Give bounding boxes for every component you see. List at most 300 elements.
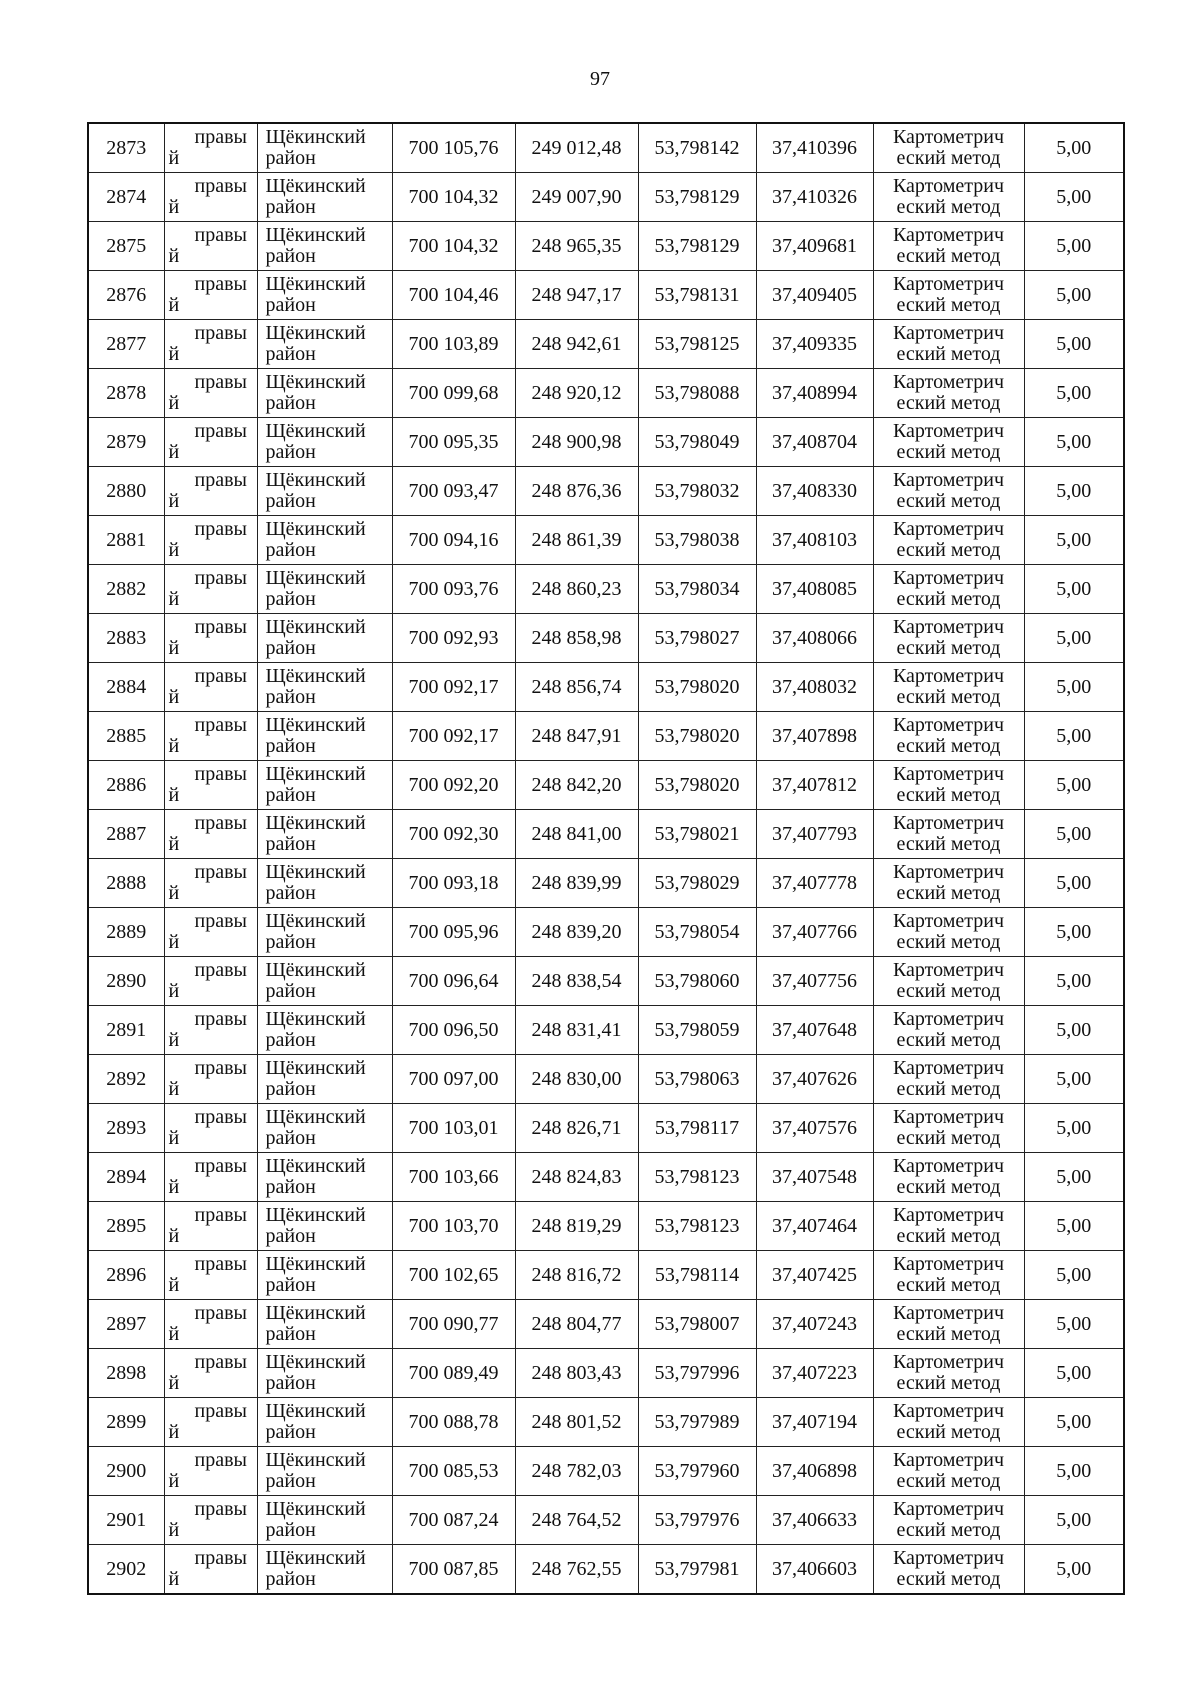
x-coordinate-cell: 700 104,32 — [392, 222, 515, 271]
district-line1: Щёкинский — [265, 861, 366, 883]
x-coordinate-cell: 700 087,85 — [392, 1545, 515, 1595]
bank-side-cell — [164, 271, 257, 320]
method-line2: еский метод — [896, 1421, 1001, 1443]
method-line1: Картометрич — [892, 861, 1005, 883]
y-coordinate-cell: 248 847,91 — [515, 712, 638, 761]
bank-side-line1: правы — [194, 1253, 247, 1275]
method-cell — [873, 859, 1024, 908]
district-line1: Щёкинский — [265, 420, 366, 442]
method-cell — [873, 810, 1024, 859]
longitude-cell: 37,406633 — [756, 1496, 873, 1545]
bank-side-line2: й — [168, 1127, 180, 1149]
bank-side-line1: правы — [194, 1351, 247, 1373]
bank-side-line1: правы — [194, 910, 247, 932]
bank-side-cell — [164, 123, 257, 173]
table-body — [88, 123, 1124, 1594]
latitude-cell: 53,798123 — [638, 1153, 756, 1202]
district-line1: Щёкинский — [265, 665, 366, 687]
accuracy-cell: 5,00 — [1024, 1447, 1124, 1496]
method-line2: еский метод — [896, 1274, 1001, 1296]
bank-side-cell — [164, 516, 257, 565]
longitude-cell: 37,410326 — [756, 173, 873, 222]
method-line2: еский метод — [896, 147, 1001, 169]
method-cell — [873, 516, 1024, 565]
bank-side-line1: правы — [194, 616, 247, 638]
method-line2: еский метод — [896, 980, 1001, 1002]
longitude-cell: 37,407793 — [756, 810, 873, 859]
bank-side-cell — [164, 761, 257, 810]
y-coordinate-cell: 248 819,29 — [515, 1202, 638, 1251]
latitude-cell: 53,798129 — [638, 173, 756, 222]
table-row — [88, 1496, 1124, 1545]
district-cell — [257, 369, 392, 418]
y-coordinate-cell: 248 920,12 — [515, 369, 638, 418]
table-row — [88, 663, 1124, 712]
accuracy-cell: 5,00 — [1024, 467, 1124, 516]
latitude-cell: 53,798032 — [638, 467, 756, 516]
method-line2: еский метод — [896, 735, 1001, 757]
bank-side-line1: правы — [194, 1057, 247, 1079]
x-coordinate-cell: 700 096,50 — [392, 1006, 515, 1055]
latitude-cell: 53,798054 — [638, 908, 756, 957]
longitude-cell: 37,407626 — [756, 1055, 873, 1104]
method-line1: Картометрич — [892, 1253, 1005, 1275]
table-row — [88, 1202, 1124, 1251]
method-line1: Картометрич — [892, 714, 1005, 736]
point-number-cell: 2894 — [88, 1153, 164, 1202]
district-line1: Щёкинский — [265, 616, 366, 638]
district-cell — [257, 271, 392, 320]
method-cell — [873, 565, 1024, 614]
x-coordinate-cell: 700 099,68 — [392, 369, 515, 418]
method-line2: еский метод — [896, 1127, 1001, 1149]
x-coordinate-cell: 700 103,89 — [392, 320, 515, 369]
district-line2: район — [265, 245, 316, 267]
longitude-cell: 37,408103 — [756, 516, 873, 565]
point-number-cell: 2873 — [88, 123, 164, 173]
district-line2: район — [265, 1421, 316, 1443]
y-coordinate-cell: 248 838,54 — [515, 957, 638, 1006]
latitude-cell: 53,798034 — [638, 565, 756, 614]
point-number-cell: 2889 — [88, 908, 164, 957]
accuracy-cell: 5,00 — [1024, 320, 1124, 369]
district-line1: Щёкинский — [265, 763, 366, 785]
y-coordinate-cell: 248 900,98 — [515, 418, 638, 467]
longitude-cell: 37,407194 — [756, 1398, 873, 1447]
y-coordinate-cell: 248 942,61 — [515, 320, 638, 369]
y-coordinate-cell: 248 824,83 — [515, 1153, 638, 1202]
district-cell — [257, 1153, 392, 1202]
district-cell — [257, 1300, 392, 1349]
bank-side-line2: й — [168, 147, 180, 169]
bank-side-cell — [164, 1496, 257, 1545]
accuracy-cell: 5,00 — [1024, 1251, 1124, 1300]
bank-side-cell — [164, 369, 257, 418]
district-line1: Щёкинский — [265, 1351, 366, 1373]
point-number-cell: 2897 — [88, 1300, 164, 1349]
method-cell — [873, 1006, 1024, 1055]
district-cell — [257, 1447, 392, 1496]
district-line2: район — [265, 931, 316, 953]
coordinates-table — [87, 122, 1125, 1595]
point-number-cell: 2900 — [88, 1447, 164, 1496]
method-line1: Картометрич — [892, 322, 1005, 344]
x-coordinate-cell: 700 089,49 — [392, 1349, 515, 1398]
latitude-cell: 53,798114 — [638, 1251, 756, 1300]
latitude-cell: 53,798020 — [638, 712, 756, 761]
bank-side-line2: й — [168, 539, 180, 561]
longitude-cell: 37,409335 — [756, 320, 873, 369]
bank-side-line1: правы — [194, 1400, 247, 1422]
district-line2: район — [265, 1176, 316, 1198]
point-number-cell: 2887 — [88, 810, 164, 859]
method-cell — [873, 1349, 1024, 1398]
bank-side-line1: правы — [194, 714, 247, 736]
latitude-cell: 53,798131 — [638, 271, 756, 320]
table-row — [88, 320, 1124, 369]
district-line1: Щёкинский — [265, 1008, 366, 1030]
method-line2: еский метод — [896, 1519, 1001, 1541]
y-coordinate-cell: 248 764,52 — [515, 1496, 638, 1545]
bank-side-line1: правы — [194, 665, 247, 687]
bank-side-line2: й — [168, 1225, 180, 1247]
district-line1: Щёкинский — [265, 175, 366, 197]
latitude-cell: 53,798123 — [638, 1202, 756, 1251]
x-coordinate-cell: 700 092,93 — [392, 614, 515, 663]
bank-side-line2: й — [168, 294, 180, 316]
method-line1: Картометрич — [892, 1057, 1005, 1079]
accuracy-cell: 5,00 — [1024, 614, 1124, 663]
district-line2: район — [265, 1519, 316, 1541]
bank-side-line2: й — [168, 1470, 180, 1492]
point-number-cell: 2882 — [88, 565, 164, 614]
district-line1: Щёкинский — [265, 1155, 366, 1177]
district-cell — [257, 614, 392, 663]
latitude-cell: 53,797981 — [638, 1545, 756, 1595]
method-line2: еский метод — [896, 1176, 1001, 1198]
district-line1: Щёкинский — [265, 224, 366, 246]
method-cell — [873, 1300, 1024, 1349]
district-cell — [257, 1055, 392, 1104]
y-coordinate-cell: 248 856,74 — [515, 663, 638, 712]
accuracy-cell: 5,00 — [1024, 761, 1124, 810]
x-coordinate-cell: 700 096,64 — [392, 957, 515, 1006]
y-coordinate-cell: 248 826,71 — [515, 1104, 638, 1153]
district-cell — [257, 222, 392, 271]
district-line2: район — [265, 637, 316, 659]
table-row — [88, 565, 1124, 614]
district-line1: Щёкинский — [265, 126, 366, 148]
method-line1: Картометрич — [892, 1400, 1005, 1422]
bank-side-cell — [164, 614, 257, 663]
method-cell — [873, 1055, 1024, 1104]
table-row — [88, 173, 1124, 222]
bank-side-line2: й — [168, 735, 180, 757]
longitude-cell: 37,409681 — [756, 222, 873, 271]
bank-side-line1: правы — [194, 1106, 247, 1128]
method-cell — [873, 467, 1024, 516]
method-line1: Картометрич — [892, 665, 1005, 687]
bank-side-cell — [164, 1153, 257, 1202]
bank-side-line1: правы — [194, 469, 247, 491]
bank-side-line2: й — [168, 392, 180, 414]
y-coordinate-cell: 248 762,55 — [515, 1545, 638, 1595]
district-line2: район — [265, 441, 316, 463]
district-line2: район — [265, 1568, 316, 1590]
y-coordinate-cell: 249 012,48 — [515, 123, 638, 173]
district-line2: район — [265, 784, 316, 806]
method-line2: еский метод — [896, 882, 1001, 904]
bank-side-line2: й — [168, 1274, 180, 1296]
district-cell — [257, 1496, 392, 1545]
accuracy-cell: 5,00 — [1024, 810, 1124, 859]
method-cell — [873, 957, 1024, 1006]
bank-side-cell — [164, 467, 257, 516]
point-number-cell: 2885 — [88, 712, 164, 761]
accuracy-cell: 5,00 — [1024, 712, 1124, 761]
district-line2: район — [265, 1225, 316, 1247]
point-number-cell: 2874 — [88, 173, 164, 222]
bank-side-cell — [164, 1006, 257, 1055]
point-number-cell: 2901 — [88, 1496, 164, 1545]
method-line2: еский метод — [896, 637, 1001, 659]
x-coordinate-cell: 700 097,00 — [392, 1055, 515, 1104]
x-coordinate-cell: 700 104,46 — [392, 271, 515, 320]
district-line2: район — [265, 833, 316, 855]
point-number-cell: 2891 — [88, 1006, 164, 1055]
point-number-cell: 2899 — [88, 1398, 164, 1447]
method-line1: Картометрич — [892, 273, 1005, 295]
y-coordinate-cell: 248 858,98 — [515, 614, 638, 663]
latitude-cell: 53,798049 — [638, 418, 756, 467]
method-line1: Картометрич — [892, 616, 1005, 638]
district-line2: район — [265, 392, 316, 414]
x-coordinate-cell: 700 092,30 — [392, 810, 515, 859]
bank-side-line2: й — [168, 343, 180, 365]
method-line2: еский метод — [896, 490, 1001, 512]
method-line2: еский метод — [896, 196, 1001, 218]
accuracy-cell: 5,00 — [1024, 908, 1124, 957]
district-cell — [257, 516, 392, 565]
x-coordinate-cell: 700 092,20 — [392, 761, 515, 810]
bank-side-line2: й — [168, 1323, 180, 1345]
bank-side-cell — [164, 663, 257, 712]
method-line2: еский метод — [896, 931, 1001, 953]
method-cell — [873, 222, 1024, 271]
method-line1: Картометрич — [892, 1351, 1005, 1373]
bank-side-cell — [164, 1300, 257, 1349]
method-cell — [873, 271, 1024, 320]
longitude-cell: 37,407425 — [756, 1251, 873, 1300]
y-coordinate-cell: 248 861,39 — [515, 516, 638, 565]
x-coordinate-cell: 700 105,76 — [392, 123, 515, 173]
method-line1: Картометрич — [892, 518, 1005, 540]
district-line1: Щёкинский — [265, 1106, 366, 1128]
y-coordinate-cell: 248 860,23 — [515, 565, 638, 614]
y-coordinate-cell: 248 876,36 — [515, 467, 638, 516]
bank-side-line2: й — [168, 1029, 180, 1051]
accuracy-cell: 5,00 — [1024, 1545, 1124, 1595]
method-cell — [873, 1545, 1024, 1595]
latitude-cell: 53,798038 — [638, 516, 756, 565]
district-cell — [257, 1202, 392, 1251]
latitude-cell: 53,798117 — [638, 1104, 756, 1153]
table-row — [88, 1447, 1124, 1496]
district-line1: Щёкинский — [265, 910, 366, 932]
x-coordinate-cell: 700 088,78 — [392, 1398, 515, 1447]
method-line2: еский метод — [896, 1078, 1001, 1100]
accuracy-cell: 5,00 — [1024, 369, 1124, 418]
point-number-cell: 2893 — [88, 1104, 164, 1153]
longitude-cell: 37,410396 — [756, 123, 873, 173]
bank-side-cell — [164, 173, 257, 222]
district-line2: район — [265, 1078, 316, 1100]
latitude-cell: 53,798020 — [638, 761, 756, 810]
district-line2: район — [265, 1372, 316, 1394]
bank-side-line2: й — [168, 196, 180, 218]
district-line2: район — [265, 686, 316, 708]
method-cell — [873, 712, 1024, 761]
latitude-cell: 53,798060 — [638, 957, 756, 1006]
table-row — [88, 516, 1124, 565]
table-row — [88, 123, 1124, 173]
method-line1: Картометрич — [892, 1547, 1005, 1569]
table-row — [88, 957, 1124, 1006]
district-cell — [257, 712, 392, 761]
district-cell — [257, 663, 392, 712]
point-number-cell: 2896 — [88, 1251, 164, 1300]
longitude-cell: 37,408085 — [756, 565, 873, 614]
table-row — [88, 810, 1124, 859]
table-row — [88, 1104, 1124, 1153]
x-coordinate-cell: 700 095,35 — [392, 418, 515, 467]
district-line2: район — [265, 1127, 316, 1149]
bank-side-line2: й — [168, 441, 180, 463]
longitude-cell: 37,407778 — [756, 859, 873, 908]
x-coordinate-cell: 700 104,32 — [392, 173, 515, 222]
district-cell — [257, 859, 392, 908]
bank-side-line1: правы — [194, 420, 247, 442]
x-coordinate-cell: 700 095,96 — [392, 908, 515, 957]
district-cell — [257, 173, 392, 222]
accuracy-cell: 5,00 — [1024, 516, 1124, 565]
method-line2: еский метод — [896, 784, 1001, 806]
bank-side-line2: й — [168, 1519, 180, 1541]
point-number-cell: 2884 — [88, 663, 164, 712]
district-line2: район — [265, 1029, 316, 1051]
longitude-cell: 37,408032 — [756, 663, 873, 712]
y-coordinate-cell: 248 947,17 — [515, 271, 638, 320]
district-line2: район — [265, 490, 316, 512]
method-line1: Картометрич — [892, 371, 1005, 393]
y-coordinate-cell: 248 782,03 — [515, 1447, 638, 1496]
district-line1: Щёкинский — [265, 812, 366, 834]
accuracy-cell: 5,00 — [1024, 1006, 1124, 1055]
latitude-cell: 53,798063 — [638, 1055, 756, 1104]
bank-side-line2: й — [168, 931, 180, 953]
x-coordinate-cell: 700 092,17 — [392, 712, 515, 761]
accuracy-cell: 5,00 — [1024, 222, 1124, 271]
accuracy-cell: 5,00 — [1024, 663, 1124, 712]
district-cell — [257, 123, 392, 173]
method-line1: Картометрич — [892, 1008, 1005, 1030]
district-cell — [257, 1104, 392, 1153]
bank-side-line2: й — [168, 1568, 180, 1590]
x-coordinate-cell: 700 094,16 — [392, 516, 515, 565]
method-line2: еский метод — [896, 1470, 1001, 1492]
district-line2: район — [265, 882, 316, 904]
district-line1: Щёкинский — [265, 714, 366, 736]
method-cell — [873, 614, 1024, 663]
y-coordinate-cell: 248 801,52 — [515, 1398, 638, 1447]
point-number-cell: 2875 — [88, 222, 164, 271]
bank-side-line2: й — [168, 784, 180, 806]
point-number-cell: 2890 — [88, 957, 164, 1006]
bank-side-line1: правы — [194, 175, 247, 197]
x-coordinate-cell: 700 103,01 — [392, 1104, 515, 1153]
longitude-cell: 37,406603 — [756, 1545, 873, 1595]
method-line2: еский метод — [896, 1029, 1001, 1051]
longitude-cell: 37,407648 — [756, 1006, 873, 1055]
method-line1: Картометрич — [892, 567, 1005, 589]
accuracy-cell: 5,00 — [1024, 1398, 1124, 1447]
district-line2: район — [265, 1470, 316, 1492]
longitude-cell: 37,406898 — [756, 1447, 873, 1496]
bank-side-line1: правы — [194, 518, 247, 540]
point-number-cell: 2880 — [88, 467, 164, 516]
method-line2: еский метод — [896, 392, 1001, 414]
point-number-cell: 2892 — [88, 1055, 164, 1104]
method-line1: Картометрич — [892, 126, 1005, 148]
bank-side-line1: правы — [194, 1547, 247, 1569]
method-cell — [873, 1251, 1024, 1300]
accuracy-cell: 5,00 — [1024, 418, 1124, 467]
accuracy-cell: 5,00 — [1024, 1496, 1124, 1545]
latitude-cell: 53,797996 — [638, 1349, 756, 1398]
longitude-cell: 37,408330 — [756, 467, 873, 516]
bank-side-line1: правы — [194, 126, 247, 148]
latitude-cell: 53,798027 — [638, 614, 756, 663]
longitude-cell: 37,407898 — [756, 712, 873, 761]
table-row — [88, 859, 1124, 908]
method-cell — [873, 1447, 1024, 1496]
district-line1: Щёкинский — [265, 1400, 366, 1422]
longitude-cell: 37,407464 — [756, 1202, 873, 1251]
district-cell — [257, 1251, 392, 1300]
bank-side-line1: правы — [194, 371, 247, 393]
point-number-cell: 2883 — [88, 614, 164, 663]
y-coordinate-cell: 248 816,72 — [515, 1251, 638, 1300]
latitude-cell: 53,798021 — [638, 810, 756, 859]
district-line1: Щёкинский — [265, 1057, 366, 1079]
page-number: 97 — [590, 68, 610, 90]
district-cell — [257, 908, 392, 957]
method-line2: еский метод — [896, 294, 1001, 316]
bank-side-line2: й — [168, 833, 180, 855]
longitude-cell: 37,408066 — [756, 614, 873, 663]
point-number-cell: 2878 — [88, 369, 164, 418]
method-cell — [873, 663, 1024, 712]
latitude-cell: 53,798007 — [638, 1300, 756, 1349]
table-row — [88, 1545, 1124, 1595]
table-row — [88, 1398, 1124, 1447]
district-line2: район — [265, 147, 316, 169]
method-line2: еский метод — [896, 588, 1001, 610]
district-line1: Щёкинский — [265, 1302, 366, 1324]
district-cell — [257, 565, 392, 614]
method-line2: еский метод — [896, 245, 1001, 267]
latitude-cell: 53,798129 — [638, 222, 756, 271]
